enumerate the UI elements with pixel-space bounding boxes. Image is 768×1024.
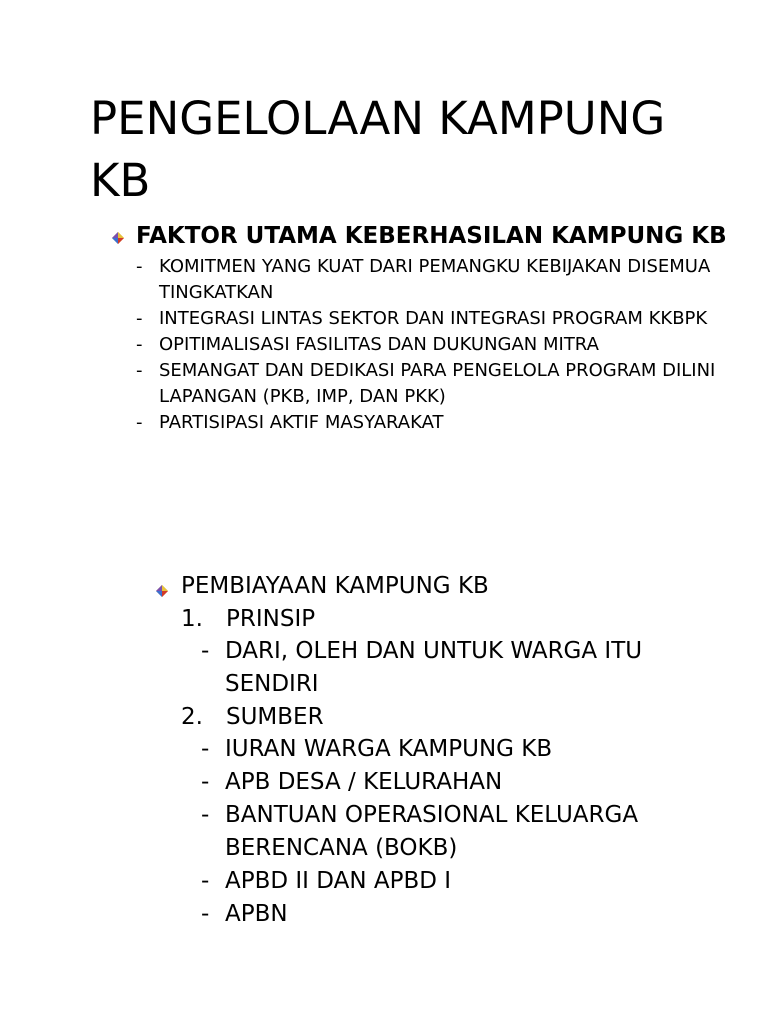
dash-bullet: - <box>136 308 143 329</box>
item-label: SUMBER <box>226 704 324 730</box>
diamond-bullet-icon <box>156 585 168 597</box>
list-item: - APBN <box>156 898 716 931</box>
item-number: 2. <box>181 704 203 730</box>
section-heading-text: FAKTOR UTAMA KEBERHASILAN KAMPUNG KB <box>136 223 727 249</box>
dash-bullet: - <box>201 802 210 828</box>
dash-bullet: - <box>136 334 143 355</box>
dash-bullet: - <box>201 769 210 795</box>
page-title: PENGELOLAAN KAMPUNG KB <box>90 92 666 207</box>
section-financing <box>156 570 716 931</box>
dash-bullet: - <box>201 736 210 762</box>
list-item: - BANTUAN OPERASIONAL KELUARGA BERENCANA (BOKB) <box>156 799 716 865</box>
item-label: PRINSIP <box>226 606 316 632</box>
dash-bullet: - <box>201 638 210 664</box>
factor-list <box>112 254 732 436</box>
list-item: - DARI, OLEH DAN UNTUK WARGA ITU SENDIRI <box>156 635 716 701</box>
list-item: - KOMITMEN YANG KUAT DARI PEMANGKU KEBIJAKAN DISEMUA TINGKATKAN <box>136 256 711 303</box>
list-item: - OPITIMALISASI FASILITAS DAN DUKUNGAN MITRA <box>112 332 732 358</box>
dash-bullet: - <box>136 360 143 381</box>
list-item: - APBD II DAN APBD I <box>156 865 716 898</box>
section-heading <box>156 570 716 603</box>
list-item: - APB DESA / KELURAHAN <box>156 766 716 799</box>
item-number: 1. <box>181 606 203 632</box>
section-heading <box>112 220 732 252</box>
section-success-factors <box>112 220 732 436</box>
list-item: - IURAN WARGA KAMPUNG KB <box>156 733 716 766</box>
numbered-item-source <box>156 701 716 733</box>
list-item: - SEMANGAT DAN DEDIKASI PARA PENGELOLA PROGRAM DILINI LAPANGAN (PKB, IMP, DAN PKK) <box>136 360 716 407</box>
dash-bullet: - <box>201 901 210 927</box>
diamond-bullet-icon <box>112 232 124 244</box>
numbered-item-principle <box>156 603 716 635</box>
section-heading-text: PEMBIAYAAN KAMPUNG KB <box>181 573 489 599</box>
list-item: - PARTISIPASI AKTIF MASYARAKAT <box>112 410 732 436</box>
dash-bullet: - <box>136 256 143 277</box>
dash-bullet: - <box>201 868 210 894</box>
list-item: - INTEGRASI LINTAS SEKTOR DAN INTEGRASI PROGRAM KKBPK <box>112 306 732 332</box>
dash-bullet: - <box>136 412 143 433</box>
